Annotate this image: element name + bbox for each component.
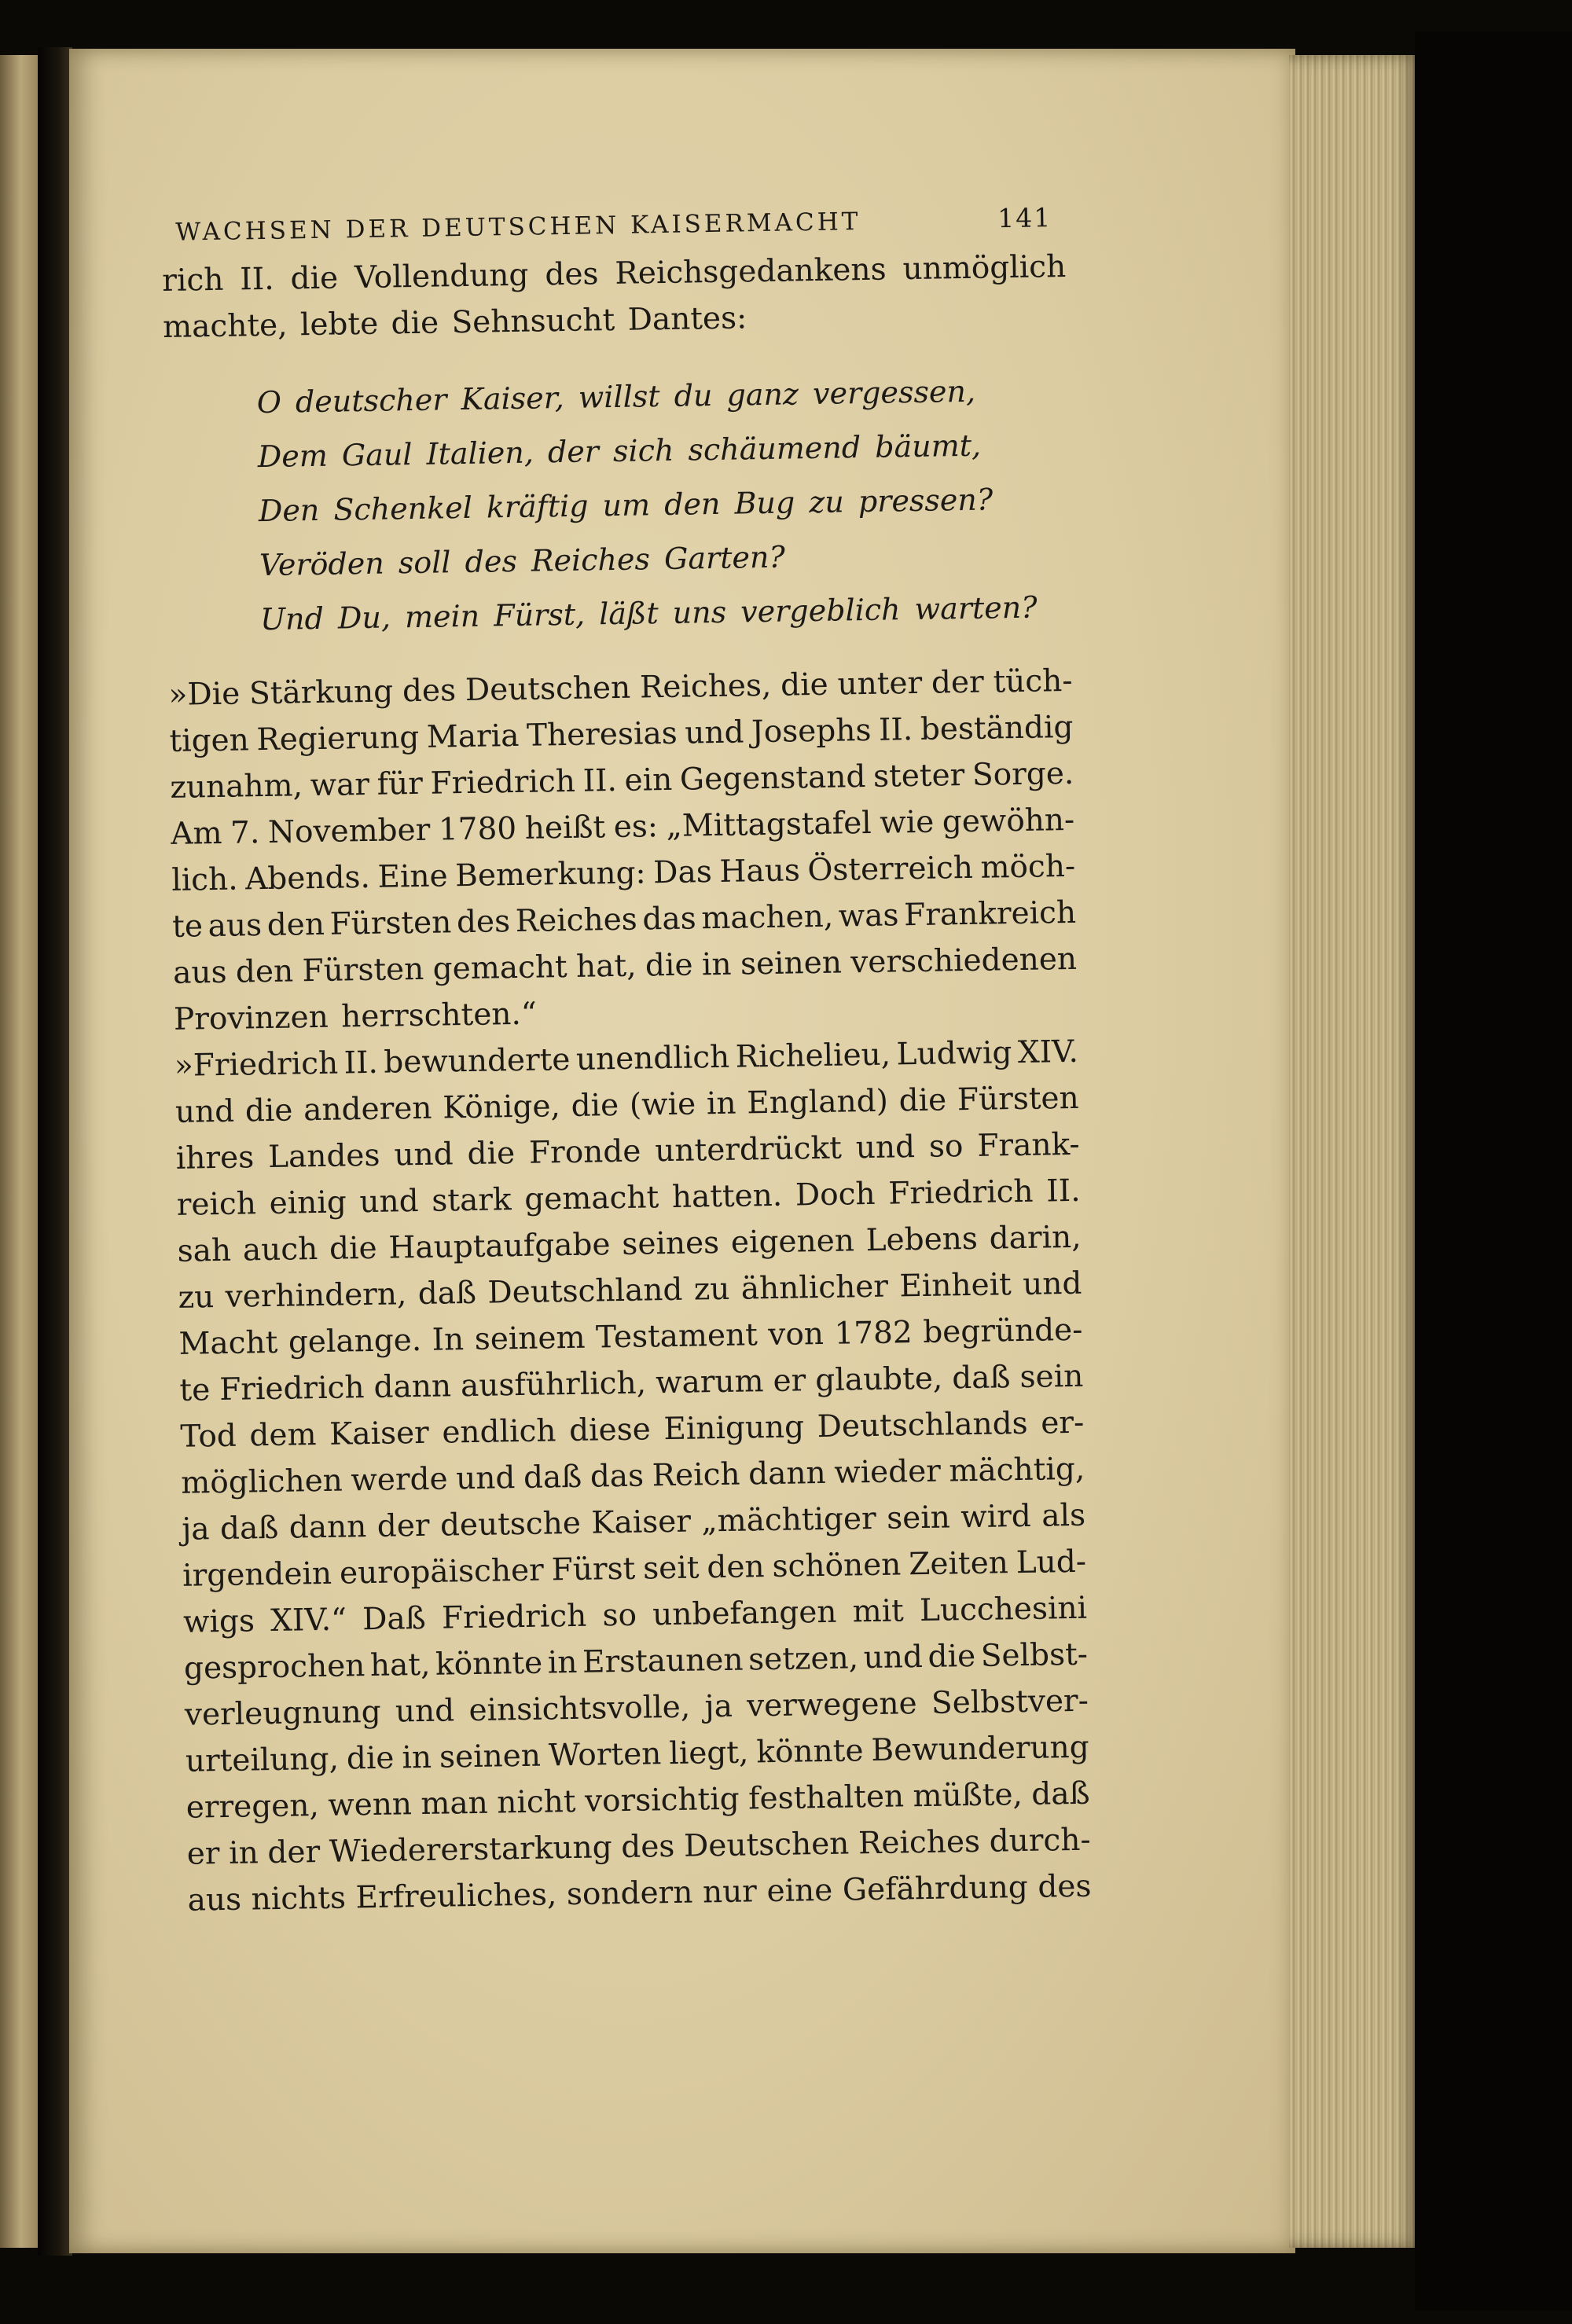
text-line: zu verhindern, daß Deutschland zu ähnlicher Einheit und <box>178 1265 1082 1316</box>
verse-line: O deutscher Kaiser, willst du ganz vergessen, <box>256 373 976 420</box>
text-line: zunahm, war für Friedrich II. ein Gegenstand steter Sorge. <box>170 755 1074 806</box>
verse-line: Und Du, mein Fürst, läßt uns vergeblich warten? <box>259 589 1038 637</box>
text-line: wigs XIV.“ Daß Friedrich so unbefangen mit Lucchesini <box>182 1590 1088 1640</box>
previous-page-edge <box>0 55 38 2248</box>
intro-text <box>162 244 1067 351</box>
text-line: urteilung, die in seinen Worten liegt, könnte Bewunderung <box>185 1729 1090 1779</box>
text-line: rich II. die Vollendung des Reichsgedankens unmöglich <box>161 248 1067 299</box>
text-line: ihres Landes und die Fronde unterdrückt und so Frank- <box>175 1126 1080 1177</box>
dante-verse-quote <box>256 363 1071 647</box>
text-line: »Friedrich II. bewunderte unendlich Richelieu, Ludwig XIV. <box>174 1034 1079 1084</box>
paragraph-1 <box>168 658 1078 1043</box>
text-line: Provinzen herrschten.“ <box>173 996 538 1037</box>
verse-line: Veröden soll des Reiches Garten? <box>259 539 786 583</box>
text-line: machte, lebte die Sehnsucht Dantes: <box>162 300 747 345</box>
text-line: lich. Abends. Eine Bemerkung: Das Haus Österreich möch- <box>171 848 1076 898</box>
text-line: tigen Regierung Maria Theresias und Josephs II. beständig <box>169 709 1074 759</box>
text-line: ja daß dann der deutsche Kaiser „mächtiger sein wird als <box>181 1497 1086 1547</box>
text-line: gesprochen hat, könnte in Erstaunen setzen, und die Selbst- <box>183 1636 1089 1687</box>
text-line: sah auch die Hauptaufgabe seines eigenen Lebens darin, <box>177 1219 1082 1269</box>
text-line: Am 7. November 1780 heißt es: „Mittagstafel wie gewöhn- <box>171 802 1075 852</box>
text-line: verleugnung und einsichtsvolle, ja verwegene Selbstver- <box>184 1683 1089 1733</box>
text-line: erregen, wenn man nicht vorsichtig festhalten müßte, daß <box>185 1775 1090 1826</box>
page-number: 141 <box>997 202 1052 234</box>
text-line: er in der Wiedererstarkung des Deutschen Reiches durch- <box>186 1822 1091 1872</box>
paragraph-2 <box>174 1029 1092 1924</box>
text-line: te aus den Fürsten des Reiches das machen, was Frankreich <box>171 894 1077 945</box>
text-line: te Friedrich dann ausführlich, warum er glaubte, daß sein <box>179 1358 1084 1408</box>
text-line: aus nichts Erfreuliches, sondern nur eine Gefährdung des <box>187 1868 1092 1918</box>
verse-line: Den Schenkel kräftig um den Bug zu pressen? <box>258 482 994 529</box>
text-line: reich einig und stark gemacht hatten. Doch Friedrich II. <box>176 1173 1081 1223</box>
text-line: Macht gelange. In seinem Testament von 1782 begründe- <box>178 1312 1083 1362</box>
text-line: irgendein europäischer Fürst seit den schönen Zeiten Lud- <box>182 1544 1087 1594</box>
verse-line: Dem Gaul Italien, der sich schäumend bäumt, <box>257 428 982 475</box>
text-line: Tod dem Kaiser endlich diese Einigung Deutschlands er- <box>180 1404 1085 1455</box>
running-head-title: WACHSEN DER DEUTSCHEN KAISERMACHT <box>175 207 861 247</box>
text-line: und die anderen Könige, die (wie in England) die Fürsten <box>174 1080 1080 1130</box>
page-stack-edge <box>1289 55 1423 2248</box>
book-gutter <box>38 47 72 2256</box>
page-text <box>161 202 1092 1924</box>
text-line: »Die Stärkung des Deutschen Reiches, die unter der tüch- <box>168 663 1073 713</box>
text-line: möglichen werde und daß das Reich dann wieder mächtig, <box>180 1451 1085 1501</box>
text-line: aus den Fürsten gemacht hat, die in seinen verschiedenen <box>172 941 1078 991</box>
background-shadow <box>1415 31 1572 2311</box>
